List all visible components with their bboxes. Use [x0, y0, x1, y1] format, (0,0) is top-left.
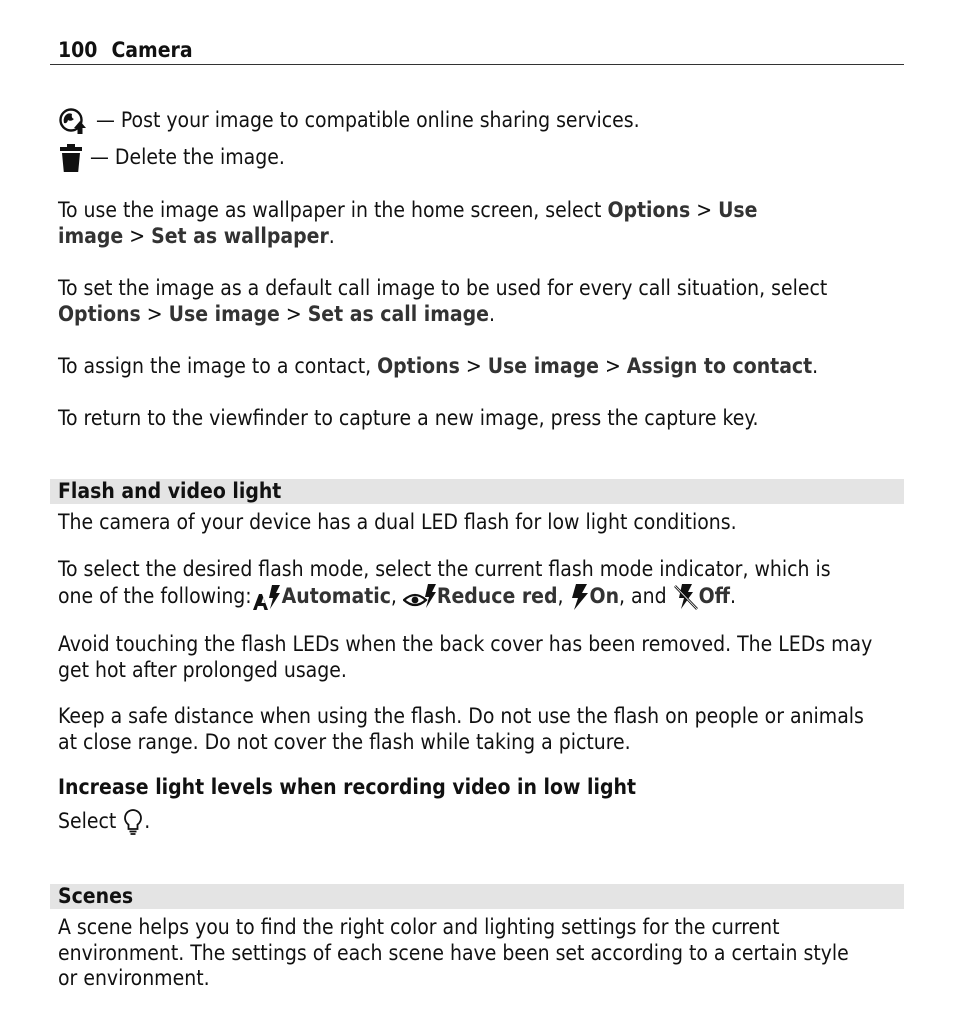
use-image-label-cont: image: [58, 224, 124, 248]
flash-p2-line-1: To select the desired flash mode, select the current flash mode indicator, which is: [58, 557, 831, 581]
callimage-line-2: [58, 301, 495, 327]
punctuation: .: [812, 354, 819, 378]
flash-reduce-red-icon: [403, 583, 437, 611]
scenes-line-3: or environment.: [58, 966, 210, 990]
menu-separator: >: [459, 354, 488, 378]
flash-p4-line-2: at close range. Do not cover the flash while taking a picture.: [58, 730, 631, 754]
wallpaper-line-2: [58, 223, 335, 249]
use-image-label: Use image: [487, 354, 599, 378]
video-light-subheading: Increase light levels when recording video in low light: [58, 775, 636, 799]
use-image-label: Use image: [168, 302, 280, 326]
page-header: [50, 36, 904, 65]
select-video-light-line: [58, 808, 150, 836]
flash-mode-reduce-red: Reduce red: [436, 584, 558, 608]
punctuation: .: [729, 584, 736, 608]
select-text: Select: [58, 809, 123, 833]
wallpaper-line-1: [58, 197, 757, 223]
icon-list-item-share: [58, 107, 640, 135]
flash-on-icon: [570, 583, 590, 611]
options-menu-label: Options: [377, 354, 460, 378]
section-heading: Scenes: [58, 884, 134, 908]
wallpaper-text: To use the image as wallpaper in the home screen, select: [58, 198, 608, 222]
flash-automatic-icon: [252, 583, 282, 611]
flash-p4-line-1: Keep a safe distance when using the flash. Do not use the flash on people or animals: [58, 704, 864, 728]
delete-description: — Delete the image.: [90, 145, 285, 169]
assign-text: To assign the image to a contact,: [58, 354, 378, 378]
page-number: 100: [58, 38, 98, 62]
share-online-icon: [58, 107, 90, 135]
menu-separator: >: [279, 302, 308, 326]
flash-mode-automatic: Automatic: [281, 584, 391, 608]
set-as-wallpaper-label: Set as wallpaper: [151, 224, 329, 248]
use-image-label: Use: [718, 198, 758, 222]
flash-section-heading: [50, 479, 904, 504]
menu-separator: >: [123, 224, 152, 248]
flash-p2-line-2: [58, 583, 736, 611]
flash-p1: The camera of your device has a dual LED flash for low light conditions.: [58, 510, 737, 534]
flash-off-icon: [673, 583, 699, 611]
options-menu-label: Options: [607, 198, 691, 222]
icon-list-item-delete: [58, 143, 285, 173]
section-title: Camera: [111, 38, 193, 62]
flash-modes-intro: one of the following:: [58, 584, 252, 608]
punctuation: .: [489, 302, 496, 326]
punctuation: ,: [390, 584, 403, 608]
set-as-call-image-label: Set as call image: [307, 302, 490, 326]
assign-to-contact-label: Assign to contact: [626, 354, 813, 378]
flash-mode-off: Off: [698, 584, 730, 608]
trash-icon: [58, 143, 84, 173]
callimage-line-1: [58, 275, 827, 301]
scenes-line-2: environment. The settings of each scene have been set according to a certain style: [58, 941, 849, 965]
options-menu-label: Options: [58, 302, 141, 326]
flash-p3-line-2: get hot after prolonged usage.: [58, 658, 347, 682]
flash-p3-line-1: Avoid touching the flash LEDs when the back cover has been removed. The LEDs may: [58, 632, 873, 656]
assign-line: [58, 353, 818, 379]
punctuation: ,: [557, 584, 570, 608]
punctuation: .: [328, 224, 335, 248]
scenes-section-heading: [50, 884, 904, 909]
flash-mode-on: On: [589, 584, 620, 608]
scenes-line-1: A scene helps you to find the right color and lighting settings for the current: [58, 915, 780, 939]
return-line: To return to the viewfinder to capture a new image, press the capture key.: [58, 406, 759, 430]
share-description: — Post your image to compatible online sharing services.: [96, 108, 640, 132]
menu-separator: >: [140, 302, 169, 326]
light-bulb-icon: [122, 808, 144, 836]
conjunction: , and: [619, 584, 673, 608]
menu-separator: >: [690, 198, 719, 222]
menu-separator: >: [598, 354, 627, 378]
section-heading: Flash and video light: [58, 479, 282, 503]
punctuation: .: [144, 809, 151, 833]
callimage-text: To set the image as a default call image to be used for every call situation, select: [58, 276, 828, 300]
